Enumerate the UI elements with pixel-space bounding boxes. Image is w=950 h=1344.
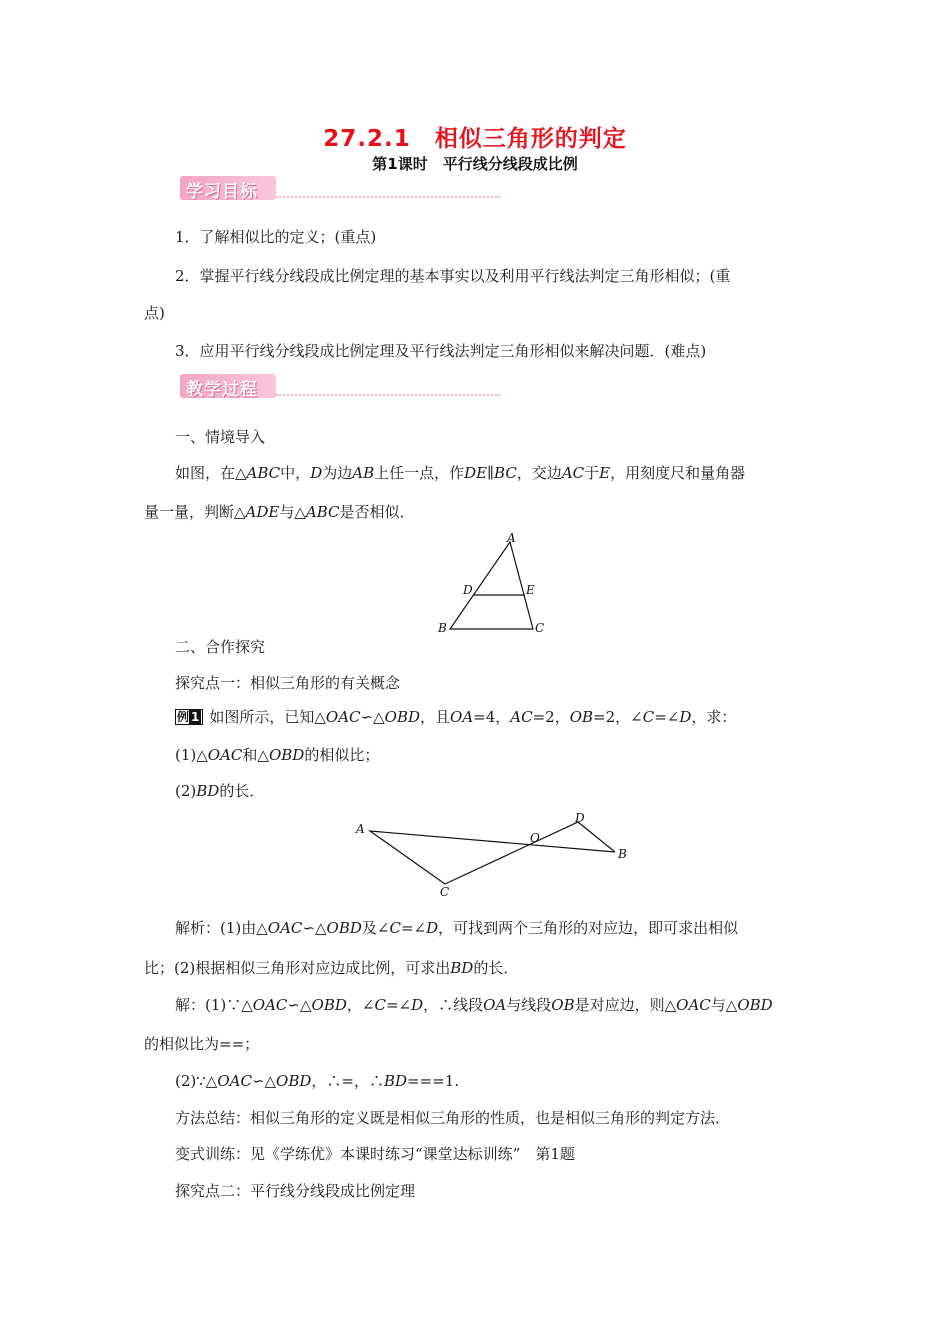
page-title: 27.2.1 相似三角形的判定 <box>323 126 627 152</box>
objective-3: 3．应用平行线分线段成比例定理及平行线法判定三角形相似来解决问题．(难点) <box>175 342 707 360</box>
triangle-figure-1 <box>430 528 560 640</box>
label-d: D <box>463 583 473 597</box>
part1-heading: 一、情境导入 <box>175 428 266 446</box>
path-c-a-b <box>370 831 615 884</box>
analysis-line-1: 解析：(1)由△OAC∽△OBD及∠C=∠D，可找到两个三角形的对应边，即可求出相似 <box>175 919 739 937</box>
page-subtitle: 第1课时 平行线分线段成比例 <box>372 155 578 173</box>
label-a: A <box>356 822 365 836</box>
analysis-line-2: 比；(2)根据相似三角形对应边成比例，可求出BD的长． <box>144 959 519 977</box>
label-a: A <box>507 531 516 545</box>
label-b: B <box>618 847 627 861</box>
example-1-question-1: (1)△OAC和△OBD的相似比； <box>175 746 380 764</box>
intro-paragraph-line2: 量一量，判断△ADE与△ABC是否相似． <box>144 503 415 521</box>
solution-line-1: 解：(1)∵△OAC∽△OBD，∠C=∠D，∴线段OA与线段OB是对应边，则△OAC与△OBD <box>175 996 773 1014</box>
label-c: C <box>535 621 545 635</box>
inquiry-point-2: 探究点二：平行线分线段成比例定理 <box>175 1182 416 1200</box>
objective-1: 1．了解相似比的定义；(重点) <box>175 228 377 246</box>
intro-paragraph-line1: 如图，在△ABC中，D为边AB上任一点，作DE∥BC，交边AC于E，用刻度尺和量角器 <box>175 464 746 482</box>
part2-heading: 二、合作探究 <box>175 638 266 656</box>
example-1-statement: 例 1 如图所示，已知△OAC∽△OBD，且OA=4，AC=2，OB=2，∠C=∠D，求： <box>177 708 737 726</box>
banner-dotted-rule <box>276 196 500 198</box>
objective-2: 2．掌握平行线分线段成比例定理的基本事实以及利用平行线法判定三角形相似；(重 <box>175 267 731 285</box>
inquiry-point-1: 探究点一：相似三角形的有关概念 <box>175 674 401 692</box>
example-1-question-2: (2)BD的长． <box>175 782 265 800</box>
objective-2-continued: 点) <box>144 304 165 322</box>
solution-line-2: 的相似比为==； <box>144 1035 260 1053</box>
banner-dotted-rule <box>276 394 500 396</box>
label-e: E <box>526 583 535 597</box>
example-badge: 例 1 <box>175 709 203 725</box>
variant-practice: 变式训练：见《学练优》本课时练习“课堂达标训练” 第1题 <box>175 1145 575 1163</box>
solution-line-3: (2)∵△OAC∽△OBD，∴=，∴BD===1. <box>175 1072 460 1090</box>
label-c: C <box>440 885 450 899</box>
label-d: D <box>575 811 585 825</box>
objectives-label: 学习目标 <box>186 182 258 202</box>
process-label: 教学过程 <box>186 380 258 400</box>
label-o: O <box>530 831 540 845</box>
triangle-figure-2 <box>350 808 640 900</box>
objectives-banner <box>180 176 500 202</box>
process-banner <box>180 374 500 400</box>
method-summary: 方法总结：相似三角形的定义既是相似三角形的性质，也是相似三角形的判定方法． <box>175 1109 731 1127</box>
label-b: B <box>438 621 447 635</box>
